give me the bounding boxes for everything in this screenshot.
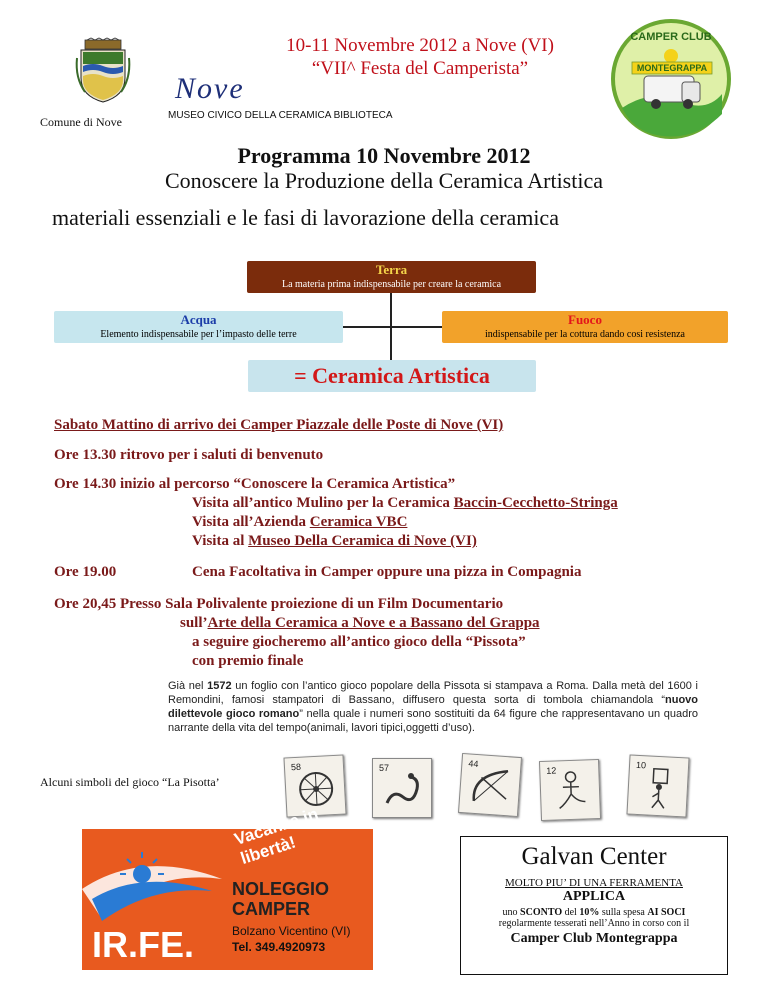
sconto-mid: del: [562, 907, 580, 918]
note-quote: nuovo dilettevole gioco romano: [168, 694, 698, 720]
schedule-visit-3: [192, 533, 477, 550]
banner-line2: CAMPER: [232, 899, 311, 919]
banner-line1: NOLEGGIO: [232, 879, 330, 899]
schedule-item-1430: Ore 14.30 inizio al percorso “Conoscere la Ceramica Artistica”: [54, 476, 456, 492]
note-p3: ” nella quale i numeri sono sostituiti da 64 figure che rappresentavano un quadro narrante della vita del tempo(animali, lavori tipici,oggetti d’uso).: [168, 708, 698, 734]
galvan-center-box: [460, 836, 728, 975]
visit-1-link: Baccin-Cecchetto-Stringa: [453, 495, 618, 511]
tile-number: 58: [290, 761, 302, 773]
tile-number: 57: [379, 763, 390, 773]
banner-brand: IR.FE.: [92, 924, 195, 965]
fuoco-title: Fuoco: [568, 312, 602, 327]
fuoco-box: [442, 311, 728, 343]
game-symbol-tile-worker: [626, 754, 689, 817]
galvan-applica: APPLICA: [562, 889, 626, 904]
banner-phone: Tel. 349.4920973: [232, 940, 326, 954]
pissota-history-note: [168, 679, 698, 735]
ceramica-box: [248, 360, 536, 392]
note-p2: un foglio con l’antico gioco popolare della Pissota si stampava a Roma. Dalla metà del 1600 i Remondini, famosi stampatori di Bassano, diffusero questa sorta di tombola chiamandola “: [168, 680, 698, 706]
fuoco-desc: indispensabile per la cottura dando cosi resistenza: [485, 329, 685, 340]
nove-logo: Nove: [175, 72, 245, 105]
game-symbol-tile-bow: [458, 753, 522, 817]
camper-club-logo: [610, 18, 732, 140]
comune-crest-icon: [75, 38, 131, 104]
sconto-word: SCONTO: [520, 907, 563, 918]
schedule-item-2045-line3: a seguire giocheremo all’antico gioco della “Pissota”: [192, 634, 526, 650]
acqua-title: Acqua: [180, 312, 217, 327]
schedule-arrival: Sabato Mattino di arrivo dei Camper Piazzale delle Poste di Nove (VI): [54, 417, 504, 433]
event-name: “VII^ Festa del Camperista”: [311, 58, 529, 79]
visit-1-prefix: Visita all’antico Mulino per la Ceramica: [192, 495, 454, 511]
schedule-item-1900-time: Ore 19.00: [54, 564, 117, 580]
comune-label: Comune di Nove: [40, 115, 122, 129]
game-symbol-tile-mermaid: [539, 759, 601, 821]
note-p1: Già nel: [168, 680, 208, 692]
schedule-item-1900-text: Cena Facoltativa in Camper oppure una pizza in Compagnia: [192, 564, 582, 580]
schedule-item-2045-line2: [180, 615, 540, 632]
programma-subtitle: Conoscere la Produzione della Ceramica Artistica: [164, 168, 603, 193]
game-symbol-tile-snake: [372, 758, 432, 818]
banner-location: Bolzano Vicentino (VI): [232, 924, 351, 938]
sconto-pct: 10%: [579, 907, 600, 918]
museo-label: MUSEO CIVICO DELLA CERAMICA BIBLIOTECA: [168, 110, 393, 121]
galvan-line3: regolarmente tesserati nell’Anno in corso con il: [498, 918, 690, 929]
schedule-item-1330: Ore 13.30 ritrovo per i saluti di benvenuto: [54, 447, 324, 463]
galvan-club: Camper Club Montegrappa: [510, 931, 678, 946]
tile-number: 44: [468, 758, 479, 770]
visit-2-prefix: Visita all’Azienda: [192, 514, 310, 530]
programma-title: Programma 10 Novembre 2012: [237, 143, 531, 168]
schedule-item-2045-line4: con premio finale: [192, 653, 304, 669]
banner-slogan: Vacanze in libertà!: [232, 804, 321, 869]
event-date: 10-11 Novembre 2012 a Nove (VI): [286, 35, 554, 56]
programma-subtitle-2: materiali essenziali e le fasi di lavorazione della ceramica: [52, 205, 559, 230]
schedule-visit-2: [192, 514, 407, 531]
club-logo-top-text: CAMPER CLUB: [630, 31, 712, 43]
galvan-tagline: MOLTO PIU’ DI UNA FERRAMENTA: [505, 877, 683, 889]
terra-box: [247, 261, 536, 293]
item4-link: Arte della Ceramica a Nove e a Bassano del Grappa: [207, 615, 540, 631]
sconto-mid2: sulla spesa: [599, 907, 648, 918]
irfe-noleggio-banner: [82, 804, 373, 970]
schedule-item-2045: Ore 20,45 Presso Sala Polivalente proiezione di un Film Documentario: [54, 596, 504, 612]
galvan-title: Galvan Center: [521, 843, 667, 870]
acqua-box: [54, 311, 343, 343]
ceramica-result: = Ceramica Artistica: [294, 363, 490, 388]
terra-desc: La materia prima indispensabile per creare la ceramica: [281, 279, 502, 290]
visit-2-link: Ceramica VBC: [309, 514, 408, 530]
tile-number: 12: [546, 765, 557, 776]
simboli-label: Alcuni simboli del gioco “La Pisotta’: [40, 775, 220, 789]
note-year: 1572: [207, 680, 232, 692]
club-logo-band-text: MONTEGRAPPA: [636, 63, 708, 73]
visit-3-link: Museo Della Ceramica di Nove (VI): [248, 533, 477, 549]
item4-prefix: sull’: [180, 615, 208, 631]
terra-title: Terra: [375, 262, 408, 277]
galvan-sconto: [461, 907, 727, 918]
sconto-pre: uno: [502, 907, 521, 918]
tile-number: 10: [635, 759, 647, 771]
sconto-soci: AI SOCI: [647, 907, 686, 918]
schedule-visit-1: [192, 495, 618, 512]
acqua-desc: Elemento indispensabile per l’impasto delle terre: [100, 329, 297, 340]
visit-3-prefix: Visita al: [192, 533, 249, 549]
diagram-connector-horizontal: [343, 326, 442, 328]
